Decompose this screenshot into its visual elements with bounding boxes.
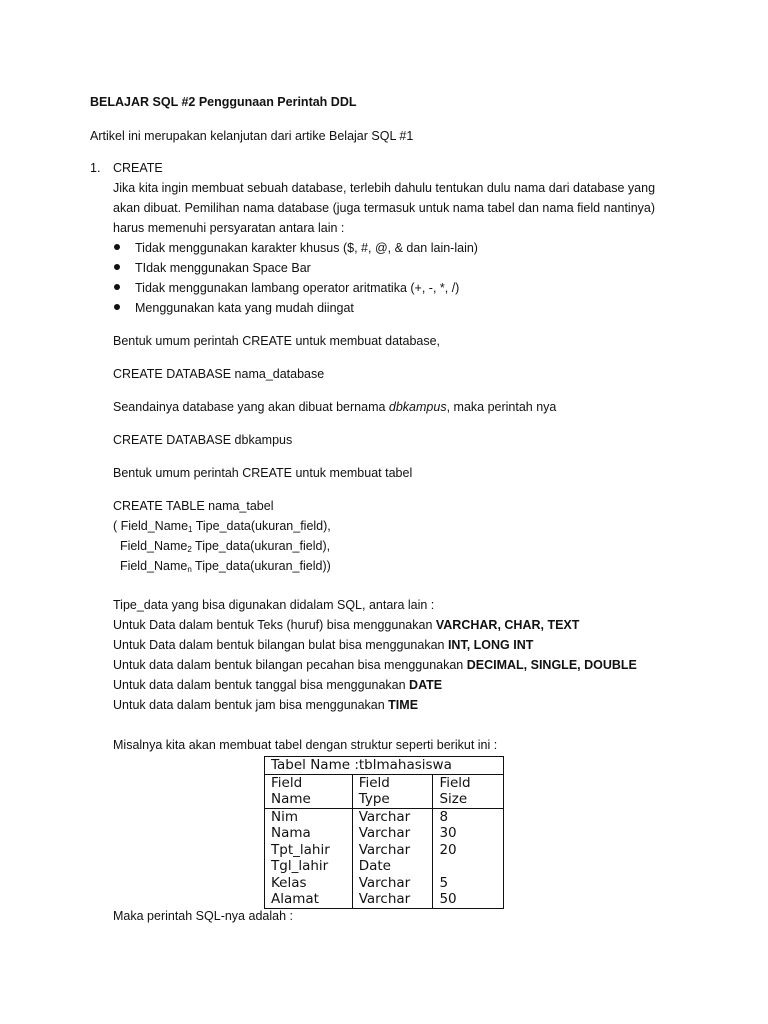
type-line — [113, 677, 442, 693]
field-line-prefix: ( Field_Name — [113, 519, 189, 533]
header-line: Field — [271, 774, 303, 791]
type-line-keywords: DECIMAL, SINGLE, DOUBLE — [466, 658, 637, 672]
bullet-icon — [114, 284, 120, 290]
cell-type: Varchar — [352, 842, 433, 859]
paragraph-line: Jika kita ingin membuat sebuah database, terlebih dahulu tentukan dulu nama dari database yang — [113, 181, 656, 195]
type-line-text: Untuk data dalam bentuk tanggal bisa menggunakan — [113, 678, 410, 692]
bullet-item: Tidak menggunakan lambang operator aritmatika (+, -, *, /) — [135, 281, 460, 295]
intro-paragraph: Artikel ini merupakan kelanjutan dari artike Belajar SQL #1 — [90, 129, 414, 143]
example-sentence — [113, 399, 556, 415]
section-number: 1. — [90, 161, 101, 175]
type-line-text: Untuk data dalam bentuk bilangan pecahan bisa menggunakan — [113, 658, 467, 672]
cell-size: 20 — [433, 842, 504, 859]
outro-text: Maka perintah SQL-nya adalah : — [113, 909, 293, 923]
header-line: Size — [439, 791, 468, 807]
type-line-keywords: VARCHAR, CHAR, TEXT — [435, 618, 580, 632]
bullet-item: TIdak menggunakan Space Bar — [135, 261, 311, 275]
table-row — [265, 858, 504, 875]
field-line — [113, 518, 331, 534]
bullet-icon — [114, 264, 120, 270]
type-line — [113, 617, 579, 633]
bullet-item: Tidak menggunakan karakter khusus ($, #, @, & dan lain-lain) — [135, 241, 478, 255]
paragraph-line: harus memenuhi persyaratan antara lain : — [113, 221, 345, 235]
bullet-icon — [114, 244, 120, 250]
cell-size: 8 — [433, 808, 504, 825]
table-row — [265, 808, 504, 825]
field-line — [113, 538, 330, 554]
table-row — [265, 842, 504, 859]
type-line-text: Untuk data dalam bentuk jam bisa menggunakan — [113, 698, 389, 712]
header-field-name — [265, 774, 353, 808]
section-heading: CREATE — [113, 161, 163, 175]
cell-type: Varchar — [352, 808, 433, 825]
cell-size: 50 — [433, 891, 504, 908]
cell-size — [433, 858, 504, 875]
type-line — [113, 697, 418, 713]
bullet-icon — [114, 304, 120, 310]
type-line — [113, 637, 533, 653]
cell-name: Nama — [265, 825, 353, 842]
create-table-syntax: CREATE TABLE nama_tabel — [113, 499, 274, 513]
example-db-name: dbkampus — [388, 400, 447, 414]
type-line-text: Untuk Data dalam bentuk Teks (huruf) bisa menggunakan — [113, 618, 436, 632]
cell-type: Varchar — [352, 825, 433, 842]
table-header-row — [265, 774, 504, 808]
cell-size: 5 — [433, 875, 504, 892]
field-line-subscript: n — [187, 565, 192, 574]
table-caption: Tabel Name :tblmahasiswa — [265, 757, 504, 775]
field-line-subscript: 2 — [187, 545, 192, 554]
bullet-item: Menggunakan kata yang mudah diingat — [135, 301, 354, 315]
header-line: Field — [439, 774, 471, 791]
header-line: Name — [271, 791, 311, 807]
header-line: Type — [358, 791, 390, 807]
field-line-suffix: Tipe_data(ukuran_field), — [191, 539, 331, 553]
header-field-type — [352, 774, 433, 808]
field-line-prefix: Field_Name — [113, 539, 188, 553]
example-text-post: , maka perintah nya — [446, 400, 557, 414]
structure-table — [264, 756, 504, 909]
cell-size: 30 — [433, 825, 504, 842]
document-title: BELAJAR SQL #2 Penggunaan Perintah DDL — [90, 95, 357, 109]
field-line — [113, 558, 331, 574]
cell-name: Tgl_lahir — [265, 858, 353, 875]
table-row — [265, 891, 504, 908]
type-line-keywords: TIME — [388, 698, 419, 712]
create-db-intro: Bentuk umum perintah CREATE untuk membuat database, — [113, 334, 441, 348]
type-line-keywords: INT, LONG INT — [447, 638, 534, 652]
create-db-syntax: CREATE DATABASE nama_database — [113, 367, 325, 381]
table-row — [265, 875, 504, 892]
cell-name: Tpt_lahir — [265, 842, 353, 859]
field-line-suffix: Tipe_data(ukuran_field)) — [191, 559, 331, 573]
cell-name: Alamat — [265, 891, 353, 908]
header-field-size — [433, 774, 504, 808]
field-line-subscript: 1 — [188, 525, 193, 534]
example-text-pre: Seandainya database yang akan dibuat bernama — [113, 400, 389, 414]
cell-type: Varchar — [352, 891, 433, 908]
field-line-prefix: Field_Name — [113, 559, 188, 573]
types-intro: Tipe_data yang bisa digunakan didalam SQL, antara lain : — [113, 598, 435, 612]
cell-type: Date — [352, 858, 433, 875]
create-table-intro: Bentuk umum perintah CREATE untuk membuat tabel — [113, 466, 413, 480]
table-intro: Misalnya kita akan membuat tabel dengan struktur seperti berikut ini : — [113, 738, 498, 752]
field-line-suffix: Tipe_data(ukuran_field), — [192, 519, 331, 533]
cell-name: Kelas — [265, 875, 353, 892]
type-line-keywords: DATE — [409, 678, 443, 692]
paragraph-line: akan dibuat. Pemilihan nama database (juga termasuk untuk nama tabel dan nama field nantinya) — [113, 201, 656, 215]
cell-name: Nim — [265, 808, 353, 825]
type-line — [113, 657, 637, 673]
type-line-text: Untuk Data dalam bentuk bilangan bulat bisa menggunakan — [113, 638, 448, 652]
create-db-example: CREATE DATABASE dbkampus — [113, 433, 293, 447]
cell-type: Varchar — [352, 875, 433, 892]
header-line: Field — [358, 774, 390, 791]
table-row — [265, 825, 504, 842]
